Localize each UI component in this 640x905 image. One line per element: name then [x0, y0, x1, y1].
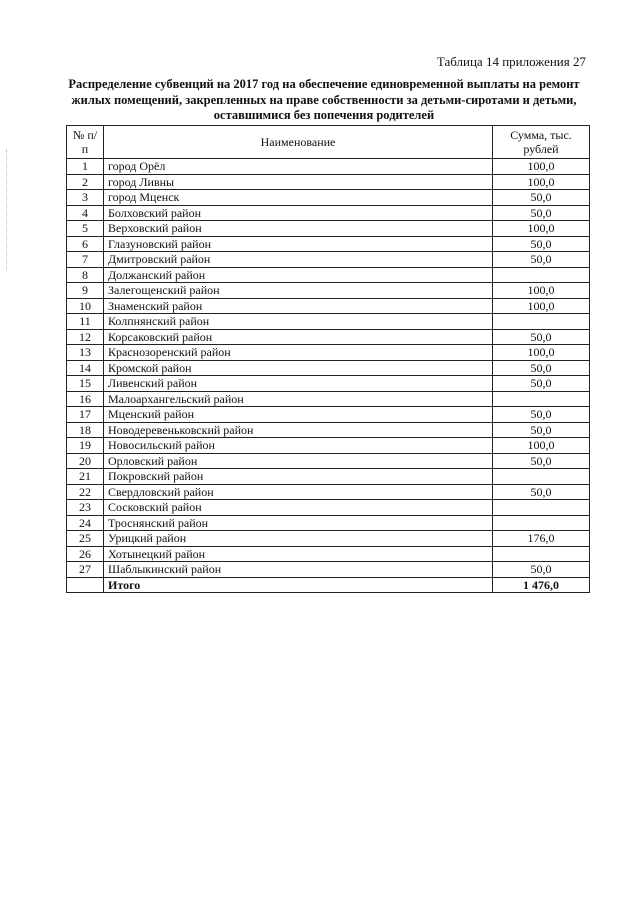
- row-sum: 50,0: [493, 236, 590, 252]
- table-row: [67, 531, 590, 547]
- row-num: 4: [67, 205, 104, 221]
- row-name: Мценский район: [104, 407, 493, 423]
- row-num: 27: [67, 562, 104, 578]
- table-row: [67, 236, 590, 252]
- row-sum: 100,0: [493, 345, 590, 361]
- table-row: [67, 500, 590, 516]
- row-sum: 100,0: [493, 438, 590, 454]
- row-name: Ливенский район: [104, 376, 493, 392]
- table-row: [67, 345, 590, 361]
- row-sum: [493, 515, 590, 531]
- row-sum: [493, 469, 590, 485]
- row-name: Корсаковский район: [104, 329, 493, 345]
- header-num: № п/п: [67, 126, 104, 159]
- row-name: город Ливны: [104, 174, 493, 190]
- table-row: [67, 252, 590, 268]
- row-name: Болховский район: [104, 205, 493, 221]
- table-row: [67, 190, 590, 206]
- table-row: [67, 562, 590, 578]
- table-row: [67, 391, 590, 407]
- row-sum: 100,0: [493, 174, 590, 190]
- header-sum: Сумма, тыс. рублей: [493, 126, 590, 159]
- header-name: Наименование: [104, 126, 493, 159]
- row-num: 25: [67, 531, 104, 547]
- row-name: Орловский район: [104, 453, 493, 469]
- row-sum: 50,0: [493, 407, 590, 423]
- row-name: Шаблыкинский район: [104, 562, 493, 578]
- row-sum: 100,0: [493, 298, 590, 314]
- table-row: [67, 360, 590, 376]
- row-sum: [493, 500, 590, 516]
- row-name: Дмитровский район: [104, 252, 493, 268]
- row-sum: 50,0: [493, 453, 590, 469]
- table-header-row: [67, 126, 590, 159]
- row-num: 6: [67, 236, 104, 252]
- row-num: 14: [67, 360, 104, 376]
- row-num: 3: [67, 190, 104, 206]
- row-num: 12: [67, 329, 104, 345]
- row-num: 10: [67, 298, 104, 314]
- row-name: Троснянский район: [104, 515, 493, 531]
- table-row: [67, 298, 590, 314]
- row-num: 7: [67, 252, 104, 268]
- row-name: Хотынецкий район: [104, 546, 493, 562]
- row-num: 23: [67, 500, 104, 516]
- row-num: 5: [67, 221, 104, 237]
- table-row: [67, 515, 590, 531]
- row-sum: [493, 314, 590, 330]
- table-row: [67, 407, 590, 423]
- row-name: Свердловский район: [104, 484, 493, 500]
- table-reference: Таблица 14 приложения 27: [436, 54, 586, 69]
- table-row: [67, 159, 590, 175]
- row-name: Краснозоренский район: [104, 345, 493, 361]
- row-sum: 50,0: [493, 205, 590, 221]
- row-sum: 100,0: [493, 283, 590, 299]
- table-row: [67, 438, 590, 454]
- row-sum: [493, 546, 590, 562]
- row-num: 21: [67, 469, 104, 485]
- row-name: Залегощенский район: [104, 283, 493, 299]
- row-name: Знаменский район: [104, 298, 493, 314]
- row-name: Должанский район: [104, 267, 493, 283]
- row-sum: 50,0: [493, 376, 590, 392]
- row-name: Верховский район: [104, 221, 493, 237]
- total-num: [67, 577, 104, 593]
- row-sum: 50,0: [493, 329, 590, 345]
- row-name: Новосильский район: [104, 438, 493, 454]
- row-num: 18: [67, 422, 104, 438]
- row-num: 11: [67, 314, 104, 330]
- row-num: 26: [67, 546, 104, 562]
- row-sum: 50,0: [493, 252, 590, 268]
- document-title: Распределение субвенций на 2017 год на обеспечение единовременной выплаты на ремонт жилых помещений, закрепленных на праве собственности за детьми-сиротами и детьми, оставшимися без попечения родителей: [68, 77, 580, 122]
- table-row: [67, 469, 590, 485]
- row-num: 15: [67, 376, 104, 392]
- row-num: 13: [67, 345, 104, 361]
- row-name: Урицкий район: [104, 531, 493, 547]
- total-label: Итого: [104, 577, 493, 593]
- row-name: Глазуновский район: [104, 236, 493, 252]
- row-num: 16: [67, 391, 104, 407]
- row-num: 24: [67, 515, 104, 531]
- row-sum: 50,0: [493, 484, 590, 500]
- table-row: [67, 283, 590, 299]
- row-name: город Мценск: [104, 190, 493, 206]
- row-sum: 100,0: [493, 159, 590, 175]
- row-sum: 50,0: [493, 190, 590, 206]
- row-sum: 100,0: [493, 221, 590, 237]
- row-name: Новодеревеньковский район: [104, 422, 493, 438]
- table-row: [67, 329, 590, 345]
- scan-edge-mark: [6, 150, 8, 270]
- row-num: 8: [67, 267, 104, 283]
- subsidy-table: [66, 125, 590, 593]
- table-row: [67, 422, 590, 438]
- table-body: [67, 159, 590, 593]
- row-name: Колпнянский район: [104, 314, 493, 330]
- table-row: [67, 546, 590, 562]
- row-sum: [493, 267, 590, 283]
- table-row: [67, 484, 590, 500]
- row-num: 9: [67, 283, 104, 299]
- table-row: [67, 376, 590, 392]
- row-num: 22: [67, 484, 104, 500]
- row-name: город Орёл: [104, 159, 493, 175]
- row-sum: 50,0: [493, 422, 590, 438]
- table-row: [67, 267, 590, 283]
- row-num: 20: [67, 453, 104, 469]
- table-row: [67, 314, 590, 330]
- row-sum: 176,0: [493, 531, 590, 547]
- row-sum: 50,0: [493, 562, 590, 578]
- table-row: [67, 221, 590, 237]
- row-sum: [493, 391, 590, 407]
- row-num: 17: [67, 407, 104, 423]
- row-name: Малоархангельский район: [104, 391, 493, 407]
- row-num: 1: [67, 159, 104, 175]
- table-row: [67, 174, 590, 190]
- row-name: Сосковский район: [104, 500, 493, 516]
- table-row: [67, 453, 590, 469]
- row-num: 2: [67, 174, 104, 190]
- total-row: [67, 577, 590, 593]
- table-row: [67, 205, 590, 221]
- row-num: 19: [67, 438, 104, 454]
- total-sum: 1 476,0: [493, 577, 590, 593]
- row-name: Кромской район: [104, 360, 493, 376]
- row-name: Покровский район: [104, 469, 493, 485]
- row-sum: 50,0: [493, 360, 590, 376]
